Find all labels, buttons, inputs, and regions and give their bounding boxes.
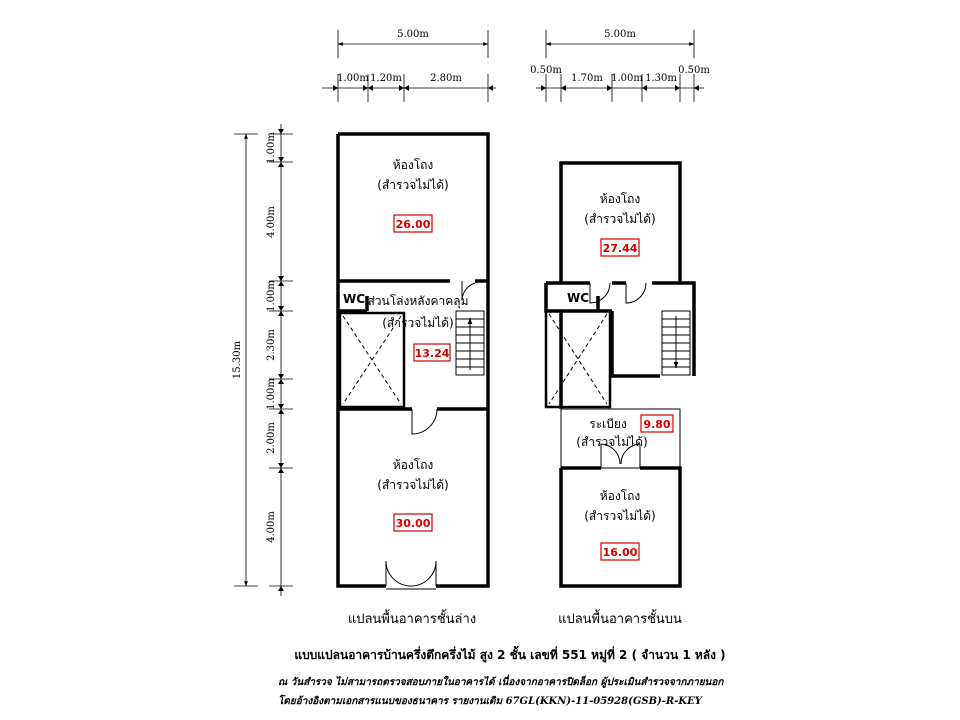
ground-floor-plan (338, 134, 488, 589)
side-dim-part-4: 2.30m (266, 329, 277, 361)
upper-dim-part-4: 1.30m (645, 73, 677, 84)
ground-front-room-note: (สำรวจไม่ได้) (377, 178, 449, 192)
ground-floor-caption: แปลนพื้นอาคารชั้นล่าง (347, 612, 477, 627)
ground-top-dimensions (322, 29, 496, 102)
side-total-length: 15.30m (232, 340, 243, 380)
side-dim-part-5: 1.00m (266, 378, 277, 410)
survey-note-line-2: โดยอ้างอิงตามเอกสารแนบของธนาคาร รายงานเดิม 67GL(KKN)-11-05928(GSB)-R-KEY (278, 696, 702, 707)
upper-balcony-name: ระเบียง (589, 417, 627, 431)
side-dim-part-6: 2.00m (266, 422, 277, 454)
upper-wc-label: WC (566, 291, 590, 305)
survey-note-line-1: ณ วันสำรวจ ไม่สามารถตรวจสอบภายในอาคารได้ เนื่องจากอาคารปิดล็อก ผู้ประเมินสำรวจจากภายนอก (278, 677, 724, 688)
side-dim-part-7: 4.00m (266, 511, 277, 543)
ground-wc-label: WC (342, 292, 366, 306)
drawing-title: แบบแปลนอาคารบ้านครึ่งตึกครึ่งไม้ สูง 2 ชั้น เลขที่ 551 หมู่ที่ 2 ( จำนวน 1 หลัง ) (294, 648, 726, 662)
ground-middle-area: 13.24 (414, 347, 450, 360)
upper-balcony-note: (สำรวจไม่ได้) (576, 435, 648, 449)
upper-top-dimensions (530, 29, 710, 102)
upper-front-room-note: (สำรวจไม่ได้) (584, 212, 656, 226)
ground-rear-room-area: 30.00 (395, 517, 431, 530)
side-dim-part-3: 1.00m (266, 280, 277, 312)
ground-front-room-name: ห้องโถง (392, 158, 434, 172)
side-dimensions (232, 124, 293, 596)
upper-dim-part-5: 0.50m (678, 65, 710, 76)
upper-floor-plan (546, 163, 694, 586)
ground-total-width: 5.00m (397, 29, 429, 40)
ground-dim-part-3: 2.80m (430, 73, 462, 84)
ground-middle-note: (สำรวจไม่ได้) (382, 316, 454, 330)
upper-rear-room-name: ห้องโถง (599, 489, 641, 503)
ground-dim-part-1: 1.00m (337, 73, 369, 84)
upper-floor-caption: แปลนพื้นอาคารชั้นบน (558, 612, 682, 627)
side-dim-part-2: 4.00m (266, 206, 277, 238)
upper-balcony-area: 9.80 (643, 418, 671, 431)
upper-dim-part-2: 1.70m (571, 73, 603, 84)
upper-dim-part-3: 1.00m (611, 73, 643, 84)
upper-total-width: 5.00m (604, 29, 636, 40)
side-dim-part-1: 1.00m (266, 132, 277, 164)
upper-dim-part-1: 0.50m (530, 65, 562, 76)
upper-rear-room-note: (สำรวจไม่ได้) (584, 509, 656, 523)
ground-rear-room-note: (สำรวจไม่ได้) (377, 478, 449, 492)
upper-front-room-area: 27.44 (602, 242, 638, 255)
upper-front-room-name: ห้องโถง (599, 192, 641, 206)
ground-rear-room-name: ห้องโถง (392, 458, 434, 472)
ground-dim-part-2: 1.20m (370, 73, 402, 84)
ground-front-room-area: 26.00 (395, 218, 431, 231)
ground-middle-name: ส่วนโล่งหลังคาคลุม (367, 294, 469, 308)
upper-rear-room-area: 16.00 (602, 546, 638, 559)
